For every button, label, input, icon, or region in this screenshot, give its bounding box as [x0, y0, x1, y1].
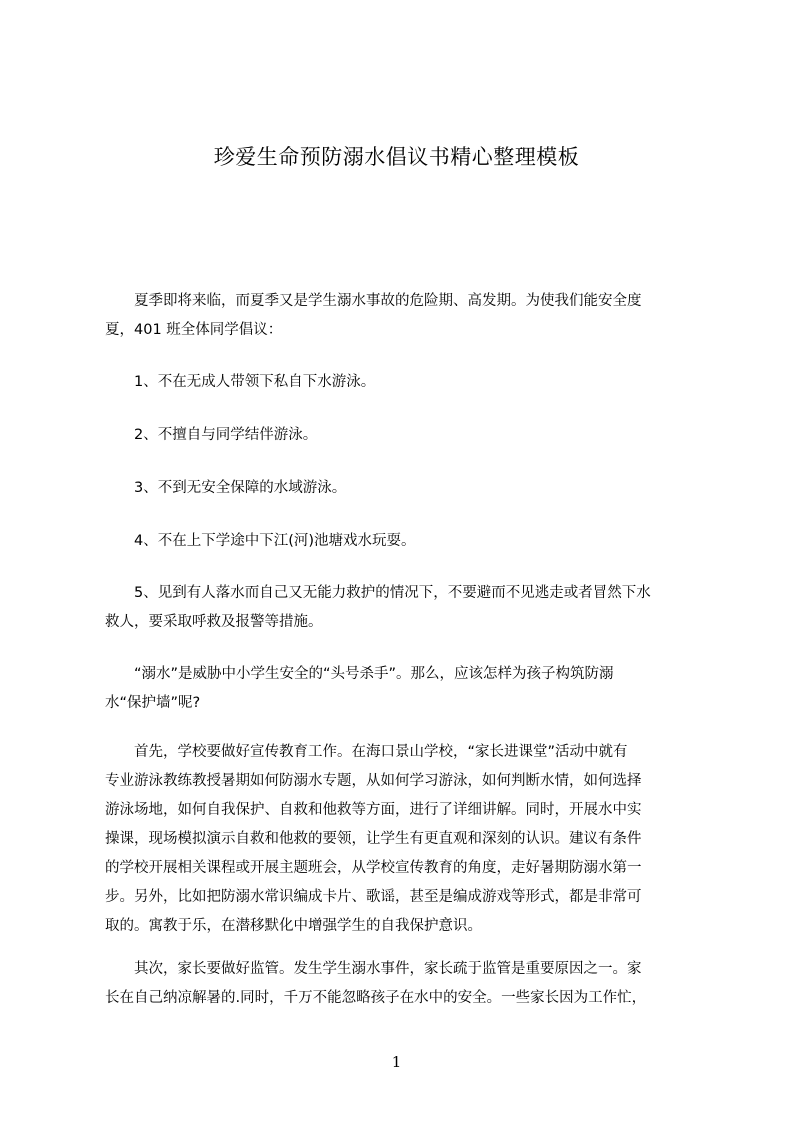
page-number: 1 [391, 1053, 402, 1071]
paragraph-line: 长在自己纳凉解暑的.同时，千万不能忽略孩子在水中的安全。一些家长因为工作忙， [105, 990, 647, 1006]
document-title: 珍爱生命预防溺水倡议书精心整理模板 [213, 145, 580, 169]
paragraph-line: 3、不到无安全保障的水域游泳。 [105, 480, 347, 496]
paragraph-line: 1、不在无成人带领下私自下水游泳。 [105, 374, 376, 390]
proposal-item-4 [105, 527, 725, 556]
paragraph-question [105, 660, 725, 718]
paragraph-line: 2、不擅自与同学结伴游泳。 [105, 427, 318, 443]
paragraph-line: 4、不在上下学途中下江(河)池塘戏水玩耍。 [105, 533, 416, 549]
proposal-item-1 [105, 368, 725, 397]
paragraph-line: 首先，学校要做好宣传教育工作。在海口景山学校，“家长进课堂”活动中就有 [105, 744, 628, 760]
paragraph-line: 取的。寓教于乐，在潜移默化中增强学生的自我保护意识。 [105, 918, 482, 934]
paragraph-line: 的学校开展相关课程或开展主题班会，从学校宣传教育的角度，走好暑期防溺水第一 [105, 860, 642, 876]
paragraph-line: 专业游泳教练教授暑期如何防溺水专题，从如何学习游泳，如何判断水情，如何选择 [105, 773, 642, 789]
paragraph-line: 夏，401 班全体同学倡议： [105, 322, 283, 338]
paragraph-line: 救人，要采取呼救及报警等措施。 [105, 614, 323, 630]
paragraph-line: 其次，家长要做好监管。发生学生溺水事件，家长疏于监管是重要原因之一。家 [105, 961, 642, 977]
paragraph-school [105, 738, 725, 941]
proposal-item-3 [105, 474, 725, 503]
paragraph-line: 游泳场地，如何自我保护、自救和他救等方面，进行了详细讲解。同时，开展水中实 [105, 802, 642, 818]
paragraph-line: 夏季即将来临，而夏季又是学生溺水事故的危险期、高发期。为使我们能安全度 [105, 293, 642, 309]
paragraph-line: 水“保护墙”呢? [105, 695, 201, 711]
paragraph-intro [105, 287, 725, 345]
paragraph-line: 步。另外，比如把防溺水常识编成卡片、歌谣，甚至是编成游戏等形式，都是非常可 [105, 889, 642, 905]
paragraph-parents [105, 955, 725, 1013]
proposal-item-5 [105, 579, 725, 637]
proposal-item-2 [105, 421, 725, 450]
paragraph-line: 操课，现场模拟演示自救和他救的要领，让学生有更直观和深刻的认识。建议有条件 [105, 831, 642, 847]
paragraph-line: 5、见到有人落水而自己又无能力救护的情况下，不要避而不见逃走或者冒然下水 [105, 585, 651, 601]
paragraph-line: “溺水”是威胁中小学生安全的“头号杀手”。那么，应该怎样为孩子构筑防溺 [105, 666, 614, 682]
